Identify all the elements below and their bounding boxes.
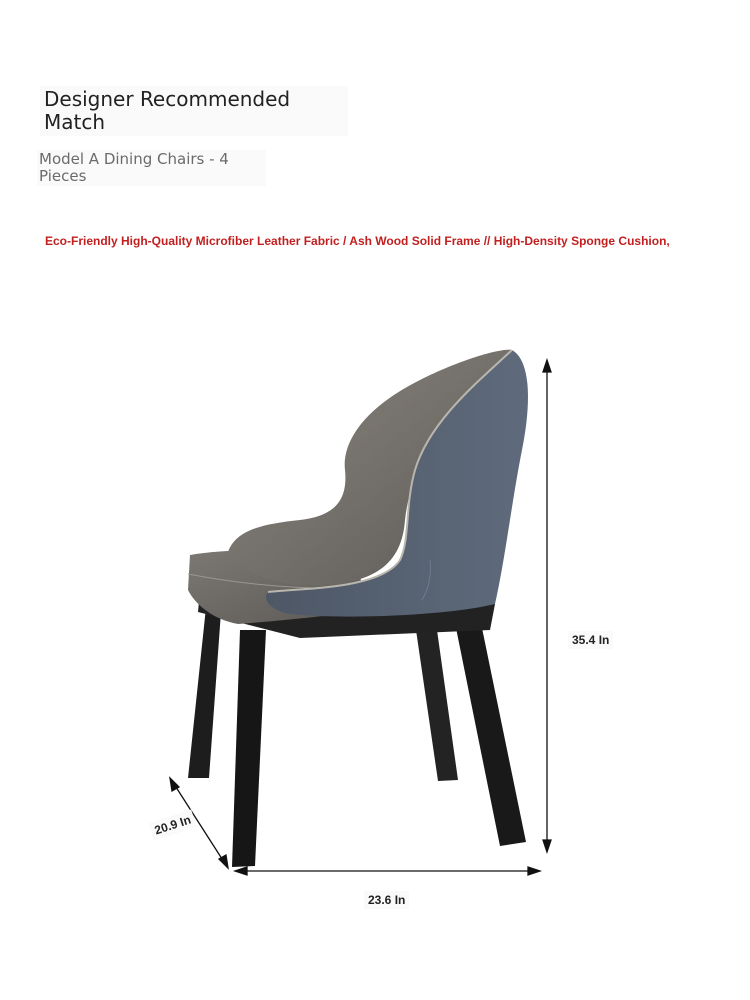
width-dimension-arrow	[235, 867, 540, 875]
height-dimension-arrow	[543, 360, 551, 852]
height-dimension-label: 35.4 In	[568, 631, 613, 649]
page-title: Designer Recommended Match	[40, 86, 348, 136]
chair-legs	[188, 598, 526, 867]
feature-description: Eco-Friendly High-Quality Microfiber Leather Fabric / Ash Wood Solid Frame // High-Density Sponge Cushion,	[45, 234, 670, 248]
width-dimension-label: 23.6 In	[364, 891, 409, 909]
product-subtitle: Model A Dining Chairs - 4 Pieces	[37, 150, 266, 186]
depth-dimension-label: 20.9 In	[148, 809, 197, 840]
